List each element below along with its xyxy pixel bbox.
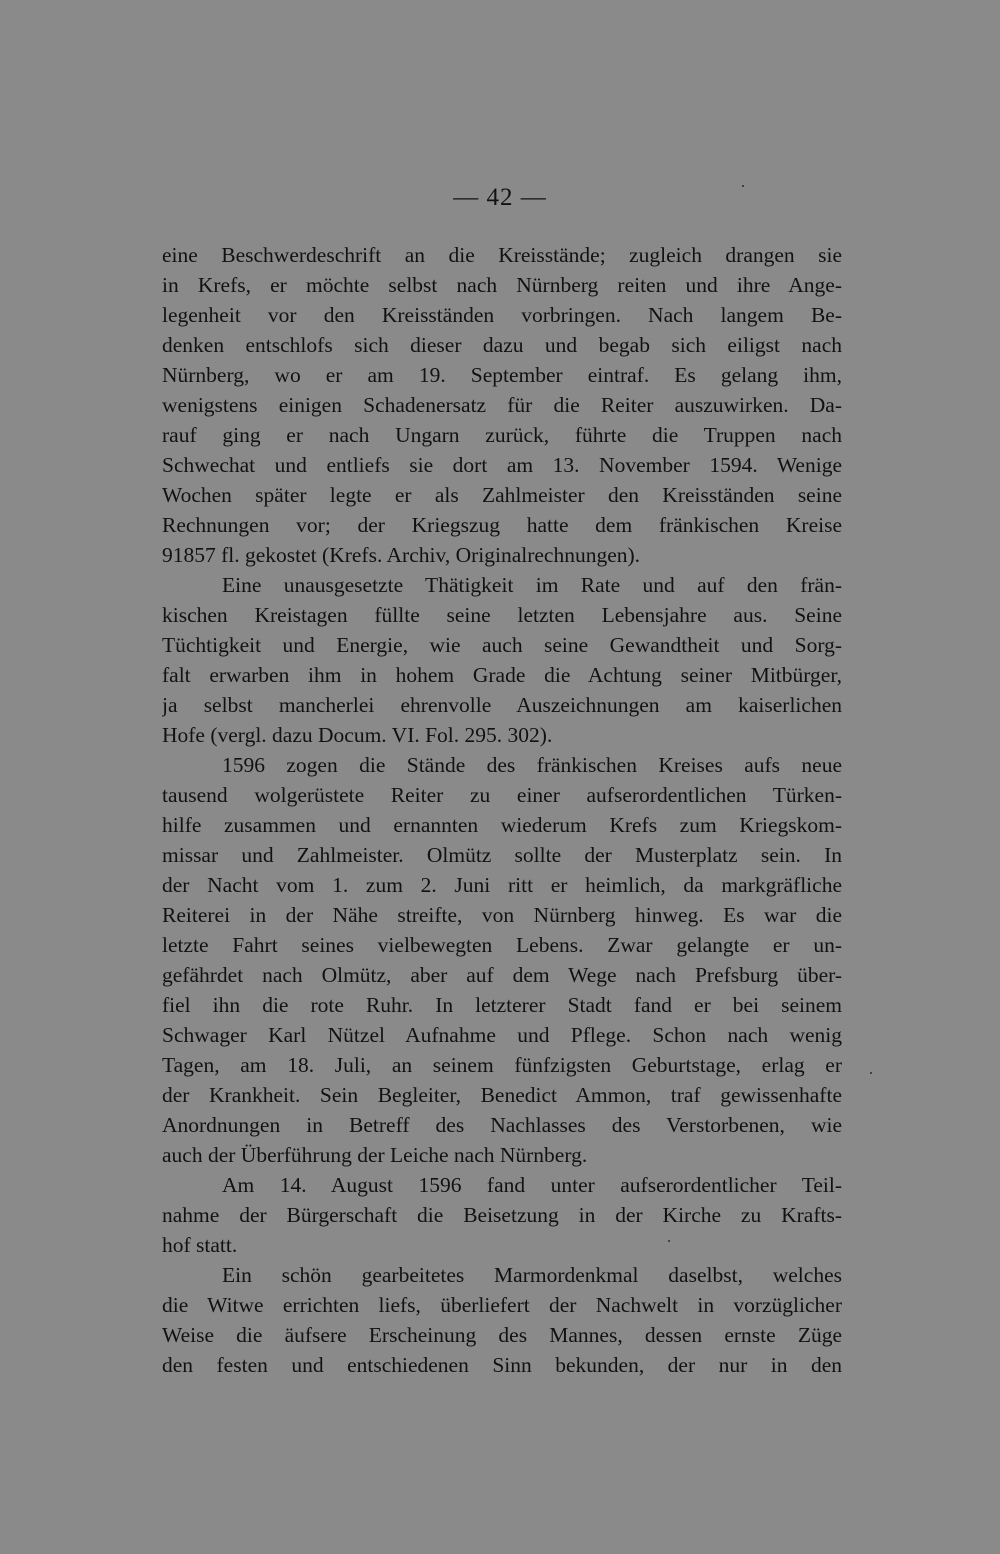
text-line: Tüchtigkeit und Energie, wie auch seine Gewandtheit und Sorg- bbox=[162, 633, 842, 657]
text-line: falt erwarben ihm in hohem Grade die Achtung seiner Mitbürger, bbox=[162, 663, 842, 687]
text-line: denken entschlofs sich dieser dazu und begab sich eiligst nach bbox=[162, 333, 842, 357]
scan-speck bbox=[742, 185, 744, 187]
text-line: ja selbst mancherlei ehrenvolle Auszeichnungen am kaiserlichen bbox=[162, 693, 842, 717]
text-line: auch der Überführung der Leiche nach Nürnberg. bbox=[162, 1143, 588, 1167]
text-line: eine Beschwerdeschrift an die Kreisstände; zugleich drangen sie bbox=[162, 243, 842, 267]
text-line: 1596 zogen die Stände des fränkischen Kreises aufs neue bbox=[222, 753, 842, 777]
text-line: tausend wolgerüstete Reiter zu einer aufserordentlichen Türken- bbox=[162, 783, 842, 807]
text-line: wenigstens einigen Schadenersatz für die Reiter auszuwirken. Da- bbox=[162, 393, 842, 417]
text-line: 91857 fl. gekostet (Krefs. Archiv, Originalrechnungen). bbox=[162, 543, 641, 567]
text-line: Schwager Karl Nützel Aufnahme und Pflege. Schon nach wenig bbox=[162, 1023, 842, 1047]
text-line: Weise die äufsere Erscheinung des Mannes, dessen ernste Züge bbox=[162, 1323, 842, 1347]
body-text bbox=[162, 240, 842, 1380]
text-line: fiel ihn die rote Ruhr. In letzterer Stadt fand er bei seinem bbox=[162, 993, 842, 1017]
text-line: rauf ging er nach Ungarn zurück, führte die Truppen nach bbox=[162, 423, 842, 447]
text-line: der Nacht vom 1. zum 2. Juni ritt er heimlich, da markgräfliche bbox=[162, 873, 842, 897]
text-line: nahme der Bürgerschaft die Beisetzung in der Kirche zu Krafts- bbox=[162, 1203, 842, 1227]
text-line: Ein schön gearbeitetes Marmordenkmal daselbst, welches bbox=[222, 1263, 842, 1287]
text-line: die Witwe errichten liefs, überliefert der Nachwelt in vorzüglicher bbox=[162, 1293, 842, 1317]
text-line: gefährdet nach Olmütz, aber auf dem Wege nach Prefsburg über- bbox=[162, 963, 842, 987]
page-number: — 42 — bbox=[453, 184, 547, 211]
text-line: den festen und entschiedenen Sinn bekunden, der nur in den bbox=[162, 1353, 842, 1377]
text-line: legenheit vor den Kreisständen vorbringen. Nach langem Be- bbox=[162, 303, 842, 327]
text-line: der Krankheit. Sein Begleiter, Benedict Ammon, traf gewissenhafte bbox=[162, 1083, 842, 1107]
text-line: Nürnberg, wo er am 19. September eintraf. Es gelang ihm, bbox=[162, 363, 842, 387]
text-line: kischen Kreistagen füllte seine letzten Lebensjahre aus. Seine bbox=[162, 603, 842, 627]
text-line: in Krefs, er möchte selbst nach Nürnberg reiten und ihre Ange- bbox=[162, 273, 842, 297]
text-line: hilfe zusammen und ernannten wiederum Krefs zum Kriegskom- bbox=[162, 813, 842, 837]
text-line: Hofe (vergl. dazu Docum. VI. Fol. 295. 302). bbox=[162, 723, 553, 747]
text-line: Wochen später legte er als Zahlmeister den Kreisständen seine bbox=[162, 483, 842, 507]
text-line: Anordnungen in Betreff des Nachlasses des Verstorbenen, wie bbox=[162, 1113, 842, 1137]
text-line: letzte Fahrt seines vielbewegten Lebens. Zwar gelangte er un- bbox=[162, 933, 842, 957]
scan-speck bbox=[668, 1240, 670, 1242]
text-line: Eine unausgesetzte Thätigkeit im Rate und auf den frän- bbox=[222, 573, 842, 597]
text-line: Rechnungen vor; der Kriegszug hatte dem fränkischen Kreise bbox=[162, 513, 842, 537]
text-line: Reiterei in der Nähe streifte, von Nürnberg hinweg. Es war die bbox=[162, 903, 842, 927]
text-line: Tagen, am 18. Juli, an seinem fünfzigsten Geburtstage, erlag er bbox=[162, 1053, 842, 1077]
scan-speck bbox=[870, 1072, 872, 1074]
text-line: hof statt. bbox=[162, 1233, 238, 1257]
text-line: Am 14. August 1596 fand unter aufserordentlicher Teil- bbox=[222, 1173, 842, 1197]
text-line: missar und Zahlmeister. Olmütz sollte der Musterplatz sein. In bbox=[162, 843, 842, 867]
text-line: Schwechat und entliefs sie dort am 13. November 1594. Wenige bbox=[162, 453, 842, 477]
